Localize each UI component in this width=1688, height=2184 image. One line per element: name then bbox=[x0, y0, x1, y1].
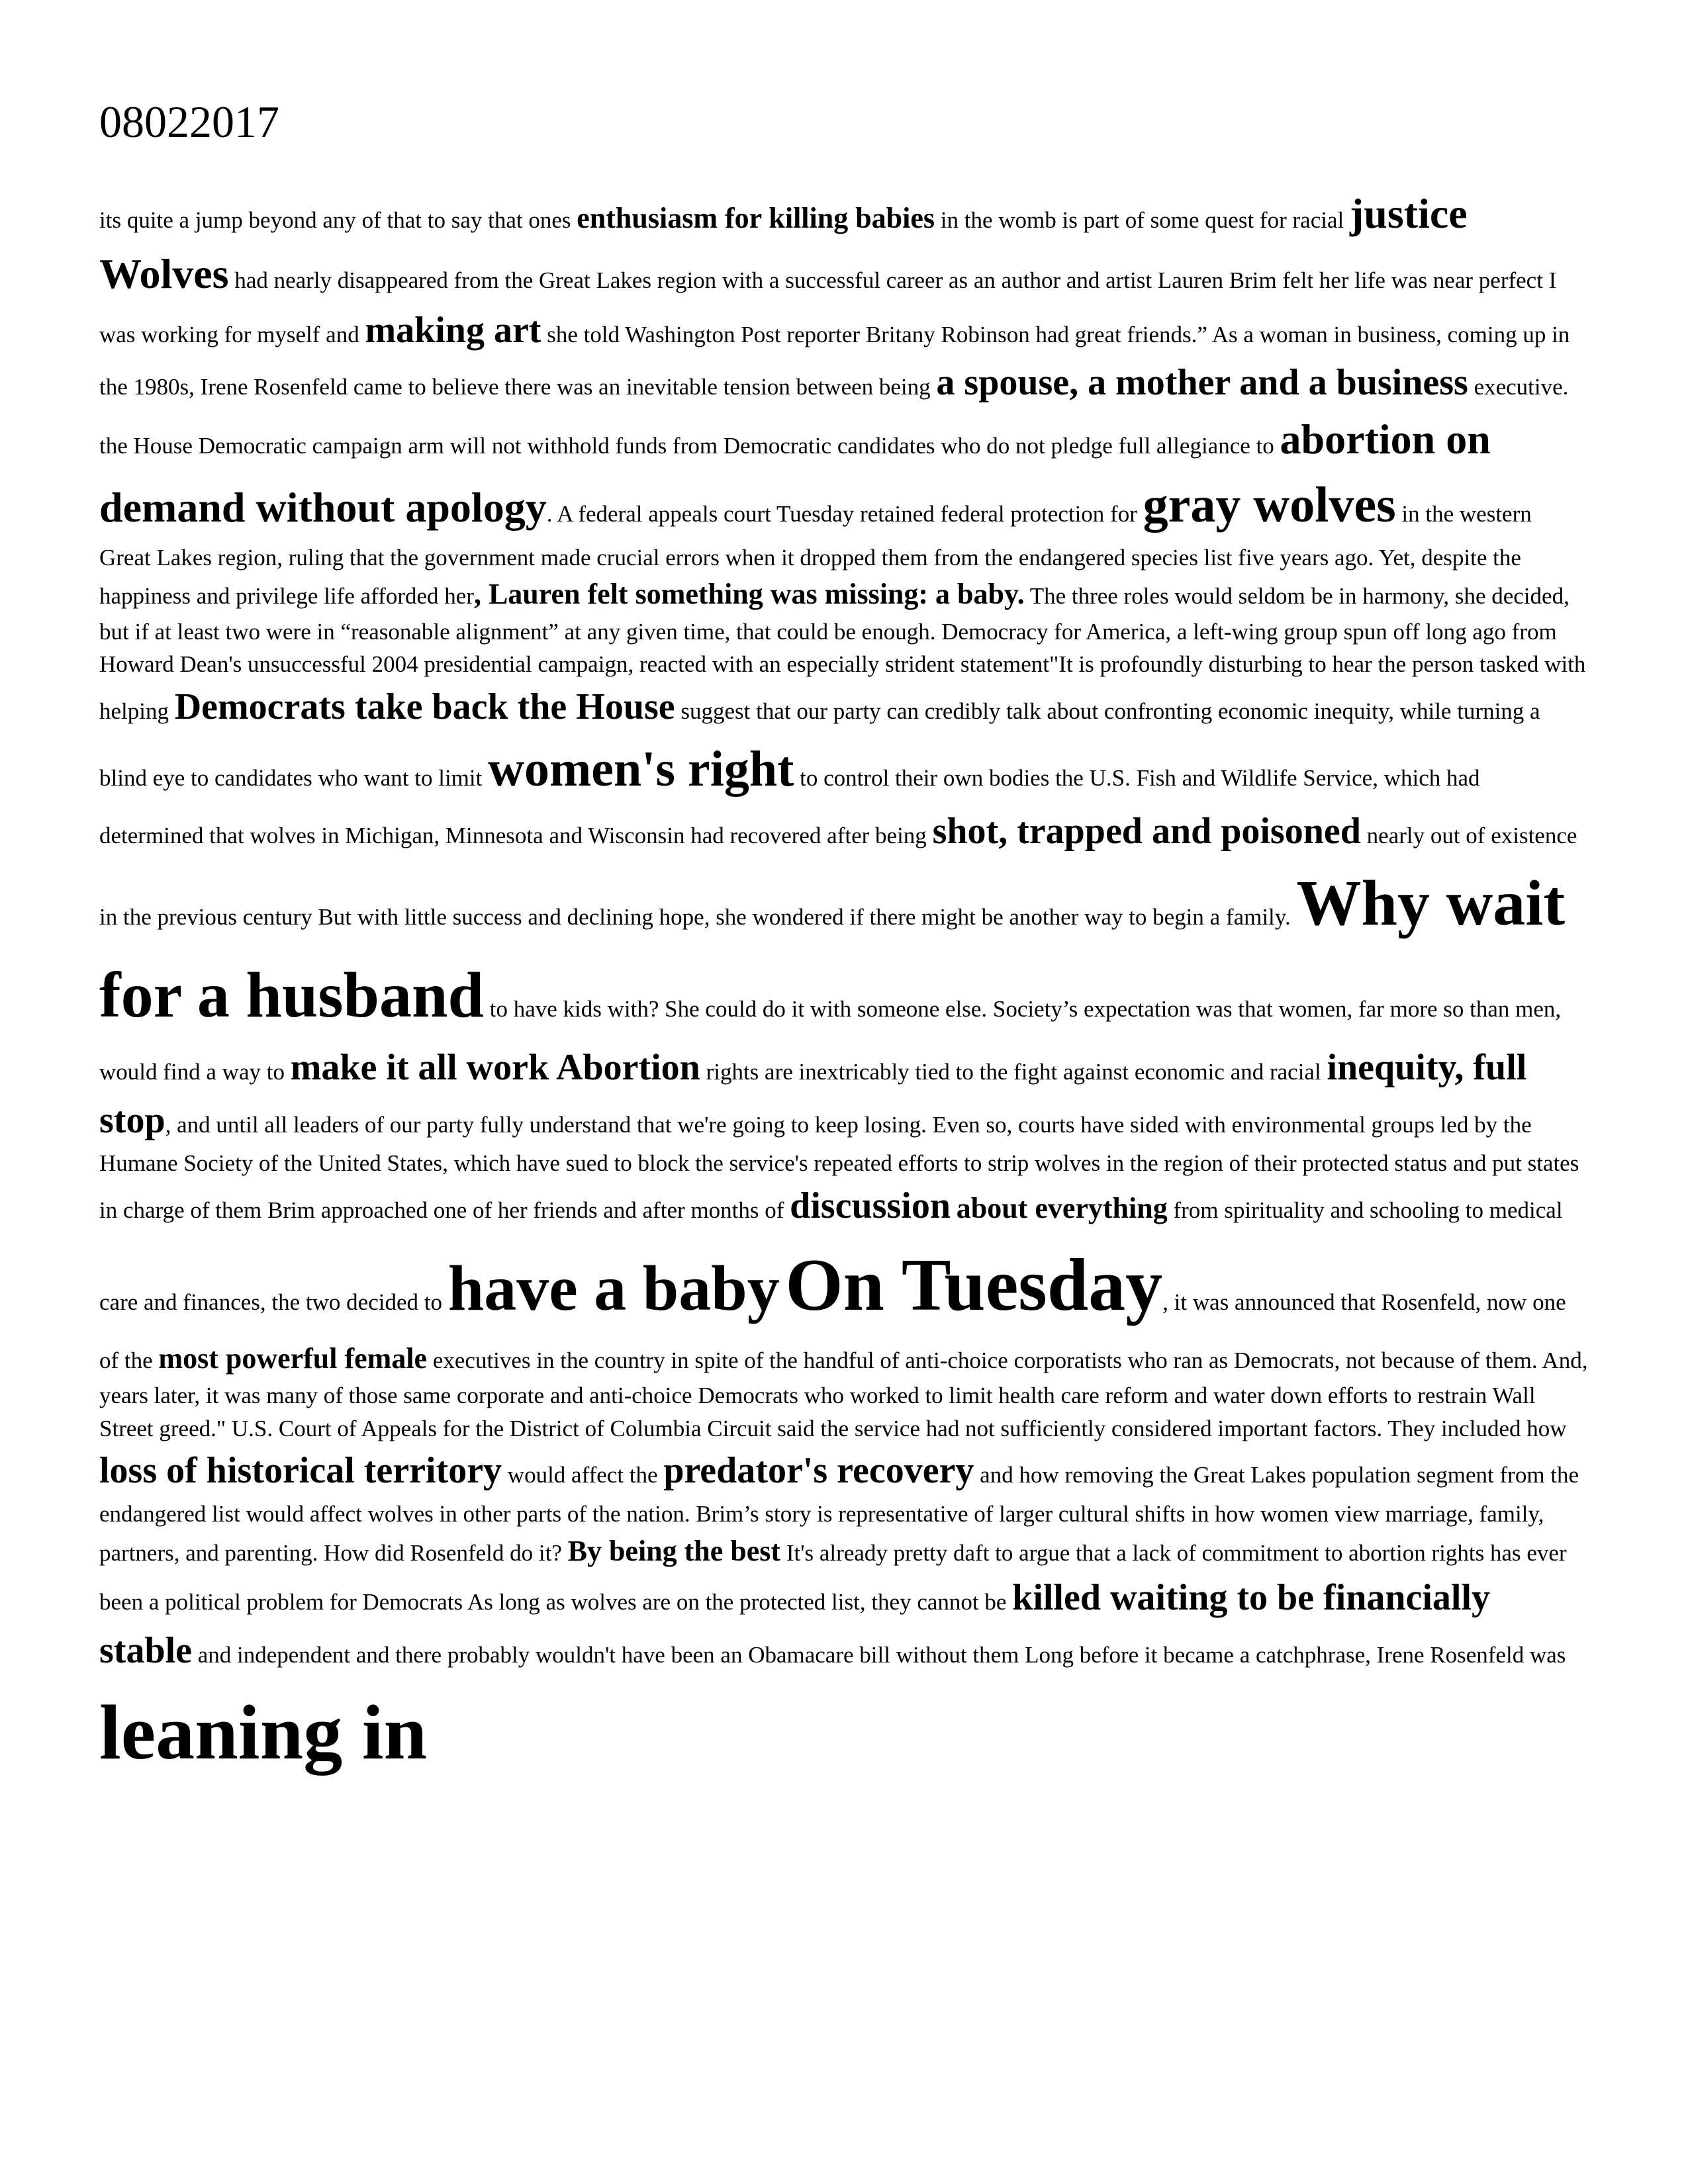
body-text: suggest that our party can credibly talk about confronting economic inequity, while turning a blind eye to candidates who want to limit bbox=[99, 698, 1540, 791]
emphasized-phrase: predator's recovery bbox=[663, 1450, 974, 1492]
body-text: executive. the House Democratic campaign arm will not withhold funds from Democratic candidates who do not pledge full allegiance to bbox=[99, 374, 1569, 459]
body-text: had nearly disappeared from the Great Lakes region with a successful career as an author and artist Lauren Brim felt her life was near perfect I was working for myself and bbox=[99, 267, 1557, 347]
body-text bbox=[951, 1197, 957, 1223]
emphasized-phrase: about everything bbox=[956, 1192, 1168, 1225]
body-text: and how removing the Great Lakes population segment from the endangered list would affect wolves in other parts of the nation. Brim’s story is representative of larger cultural shifts in how women view marriage, family, partners, and parenting. How did Rosenfeld do it? bbox=[99, 1462, 1579, 1566]
emphasized-phrase: women's right bbox=[488, 741, 794, 797]
body-text: from spirituality and schooling to medical care and finances, the two decided to bbox=[99, 1197, 1563, 1315]
body-text: its quite a jump beyond any of that to say that ones bbox=[99, 207, 577, 233]
emphasized-phrase: loss of historical territory bbox=[99, 1450, 502, 1492]
emphasized-phrase: leaning in bbox=[99, 1689, 428, 1776]
emphasized-phrase: make it all work Abortion bbox=[290, 1047, 700, 1089]
emphasized-phrase: a spouse, a mother and a business bbox=[936, 362, 1468, 404]
emphasized-phrase: On Tuesday bbox=[785, 1244, 1163, 1326]
body-text: she told Washington Post reporter Britany Robinson had great friends.” As a woman in business, coming up in the 1980s, Irene Rosenfeld came to believe there was an inevitable tension between being bbox=[99, 321, 1570, 400]
emphasized-phrase: enthusiasm for killing babies bbox=[577, 202, 935, 234]
emphasized-phrase: killed waiting to be financially stable bbox=[99, 1577, 1491, 1671]
emphasized-phrase: shot, trapped and poisoned bbox=[932, 810, 1361, 852]
body-text: rights are inextricably tied to the fight against economic and racial bbox=[700, 1059, 1327, 1085]
body-text: executives in the country in spite of the handful of anti-choice corporatists who ran as Democrats, not because of them. And, years later, it was many of those same corporate and anti-choice Democrats who worked to limit health care reform and water down efforts to restrain Wall Street greed." U.S. Court of Appeals for the District of Columbia Circuit said the service had not sufficiently considered important factors. They included how bbox=[99, 1347, 1588, 1441]
emphasized-phrase: Democrats take back the House bbox=[174, 686, 675, 728]
body-text: , and until all leaders of our party fully understand that we're going to keep losing. Even so, courts have sided with environmental groups led by the Humane Society of the United States, which have sued to block the service's repeated efforts to strip wolves in the region of their protected status and put states in charge of them Brim approached one of her friends and after months of bbox=[99, 1111, 1579, 1224]
body-text: in the western Great Lakes region, ruling that the government made crucial errors when it dropped them from the endangered species list five years ago. Yet, despite the happiness and privilege life afforded her bbox=[99, 500, 1532, 610]
body-text: It's already pretty daft to argue that a lack of commitment to abortion rights has ever been a political problem for Democrats As long as wolves are on the protected list, they cannot be bbox=[99, 1539, 1567, 1615]
emphasized-phrase: making art bbox=[365, 309, 541, 351]
emphasized-phrase: discussion bbox=[790, 1185, 951, 1227]
document-paragraph bbox=[99, 184, 1589, 1788]
body-text: The three roles would seldom be in harmony, she decided, but if at least two were in “reasonable alignment” at any given time, that could be enough. Democracy for America, a left-wing group spun off long ago from Howard Dean's unsuccessful 2004 presidential campaign, reacted with an especially strident statement"It is profoundly disturbing to hear the person tasked with helping bbox=[99, 583, 1586, 725]
emphasized-phrase: have a baby bbox=[447, 1252, 780, 1324]
document-body bbox=[99, 99, 1589, 1788]
emphasized-phrase: , Lauren felt something was missing: a baby. bbox=[473, 578, 1025, 611]
body-text: . A federal appeals court Tuesday retained federal protection for bbox=[546, 500, 1143, 527]
emphasized-phrase: inequity, full stop bbox=[99, 1047, 1527, 1141]
document-title: 08022017 bbox=[99, 97, 279, 147]
emphasized-phrase: By being the best bbox=[567, 1534, 781, 1567]
body-text: would affect the bbox=[502, 1462, 664, 1488]
emphasized-phrase: abortion on demand without apology bbox=[99, 415, 1491, 531]
body-text: , it was announced that Rosenfeld, now one of the bbox=[99, 1289, 1566, 1373]
body-text: and independent and there probably wouldn't have been an Obamacare bill without them Long before it became a catchphrase, Irene Rosenfeld was bbox=[192, 1641, 1566, 1668]
emphasized-phrase: most powerful female bbox=[158, 1342, 428, 1375]
emphasized-phrase: justice Wolves bbox=[99, 190, 1468, 297]
emphasized-phrase: gray wolves bbox=[1143, 477, 1396, 533]
body-text: to have kids with? She could do it with someone else. Society’s expectation was that women, far more so than men, would find a way to bbox=[99, 996, 1562, 1085]
body-text: nearly out of existence in the previous century But with little success and declining hope, she wondered if there might be another way to begin a family. bbox=[99, 822, 1577, 931]
emphasized-phrase: Why wait for a husband bbox=[99, 868, 1566, 1032]
body-text: in the womb is part of some quest for racial bbox=[935, 207, 1350, 233]
body-text: to control their own bodies the U.S. Fish and Wildlife Service, which had determined that wolves in Michigan, Minnesota and Wisconsin had recovered after being bbox=[99, 764, 1480, 848]
